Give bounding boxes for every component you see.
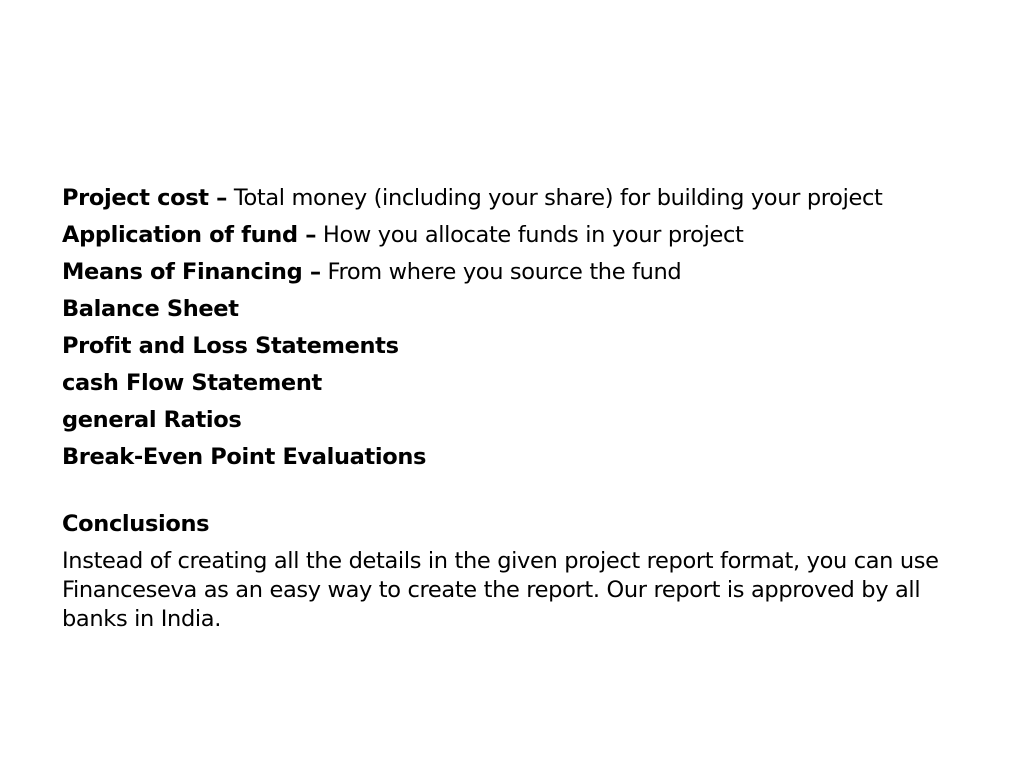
term-description: How you allocate funds in your project: [316, 222, 744, 248]
slide-content: [62, 184, 962, 634]
item-profit-and-loss: [62, 332, 962, 361]
term-label: Balance Sheet: [62, 296, 239, 322]
term-label: Application of fund –: [62, 222, 317, 248]
conclusion-body: Instead of creating all the details in the given project report format, you can use Financeseva as an easy way to create the report. Our report is approved by all banks in India.: [62, 548, 939, 632]
conclusion-heading-text: Conclusions: [62, 511, 210, 537]
term-label: Profit and Loss Statements: [62, 333, 399, 359]
term-label: cash Flow Statement: [62, 370, 322, 396]
item-project-cost: [62, 184, 962, 213]
conclusion-heading: [62, 510, 962, 539]
section-spacer: [62, 480, 962, 510]
item-cash-flow: [62, 369, 962, 398]
item-break-even: [62, 443, 962, 472]
item-general-ratios: [62, 406, 962, 435]
item-means-of-financing: [62, 258, 962, 287]
term-label: Break-Even Point Evaluations: [62, 444, 427, 470]
term-label: Means of Financing –: [62, 259, 321, 285]
item-balance-sheet: [62, 295, 962, 324]
term-description: Total money (including your share) for building your project: [227, 185, 883, 211]
term-label: general Ratios: [62, 407, 242, 433]
term-label: Project cost –: [62, 185, 228, 211]
item-application-of-fund: [62, 221, 962, 250]
term-description: From where you source the fund: [320, 259, 682, 285]
